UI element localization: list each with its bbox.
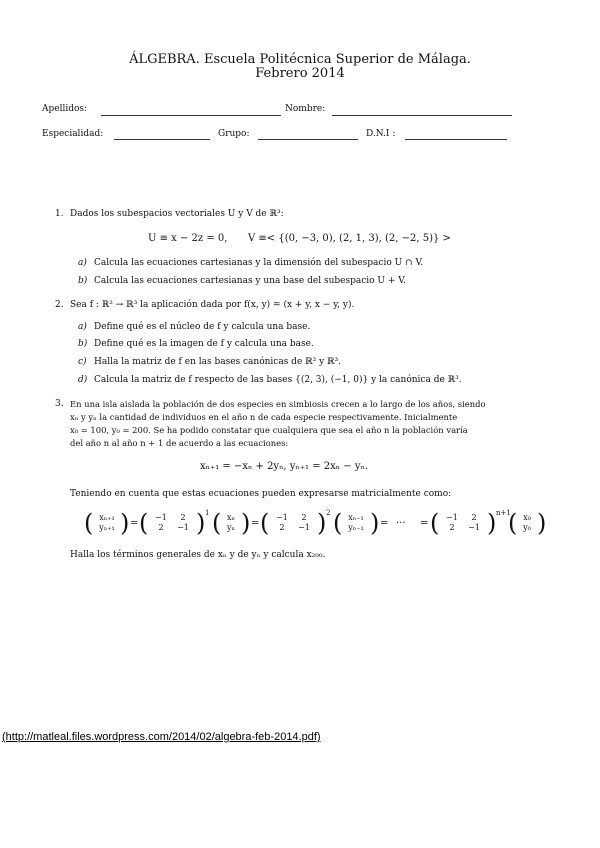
- nombre-label: Nombre:: [285, 104, 326, 114]
- q1-number: 1.: [55, 209, 64, 219]
- q3-recurrence: xₙ₊₁ = −xₙ + 2yₙ, yₙ₊₁ = 2xₙ − yₙ.: [200, 461, 368, 472]
- q2c-text: Halla la matriz de f en las bases canónicas de ℝ² y ℝ³.: [94, 357, 341, 367]
- q1-stem: Dados los subespacios vectoriales U y V de ℝ³:: [70, 209, 284, 219]
- q2-stem: Sea f : ℝ² → ℝ³ la aplicación dada por f(x, y) = (x + y, x − y, y).: [70, 300, 355, 310]
- dni-field[interactable]: [405, 139, 507, 140]
- q3-line4: del año n al año n + 1 de acuerdo a las ecuaciones:: [70, 438, 289, 448]
- q1b-text: Calcula las ecuaciones cartesianas y una base del subespacio U + V.: [94, 276, 407, 286]
- q2c-label: c): [78, 357, 87, 367]
- q1a-text: Calcula las ecuaciones cartesianas y la dimensión del subespacio U ∩ V.: [94, 258, 424, 268]
- q2d-text: Calcula la matriz de f respecto de las bases {(2, 3), (−1, 0)} y la canónica de ℝ³.: [94, 375, 462, 385]
- q3-line2: xₙ y yₙ la cantidad de individuos en el año n de cada especie respectivamente. Inicialmente: [70, 412, 458, 422]
- q3-number: 3.: [55, 399, 64, 409]
- q2-number: 2.: [55, 300, 64, 310]
- q3-final: Halla los términos generales de xₙ y de yₙ y calcula x₂₀₀.: [70, 550, 326, 560]
- apellidos-field[interactable]: [101, 115, 281, 116]
- exam-date: Febrero 2014: [255, 66, 345, 81]
- q3-line1: En una isla aislada la población de dos especies en simbiosis crecen a lo largo de los años, siendo: [70, 399, 486, 409]
- q1a-label: a): [78, 258, 87, 268]
- especialidad-field[interactable]: [114, 139, 210, 140]
- q3-line3: x₀ = 100, y₀ = 200. Se ha podido constatar que cualquiera que sea el año n la población varía: [70, 425, 468, 435]
- especialidad-label: Especialidad:: [42, 129, 104, 139]
- q3-line5: Teniendo en cuenta que estas ecuaciones pueden expresarse matricialmente como:: [70, 489, 452, 499]
- q2b-label: b): [78, 339, 88, 349]
- grupo-label: Grupo:: [218, 129, 250, 139]
- dni-label: D.N.I :: [366, 129, 396, 139]
- q1-eq-u: U ≡ x − 2z = 0,: [148, 233, 228, 244]
- grupo-field[interactable]: [258, 139, 358, 140]
- q2a-label: a): [78, 322, 87, 332]
- q1b-label: b): [78, 276, 88, 286]
- q2b-text: Define qué es la imagen de f y calcula una base.: [94, 339, 314, 349]
- nombre-field[interactable]: [332, 115, 512, 116]
- source-link[interactable]: (http://matleal.files.wordpress.com/2014/02/algebra-feb-2014.pdf): [2, 731, 321, 743]
- apellidos-label: Apellidos:: [42, 104, 88, 114]
- q2d-label: d): [78, 375, 88, 385]
- q1-eq-v: V ≡< {(0, −3, 0), (2, 1, 3), (2, −2, 5)} >: [248, 233, 451, 244]
- q2a-text: Define qué es el núcleo de f y calcula una base.: [94, 322, 311, 332]
- exam-title: ÁLGEBRA. Escuela Politécnica Superior de Málaga.: [129, 52, 471, 67]
